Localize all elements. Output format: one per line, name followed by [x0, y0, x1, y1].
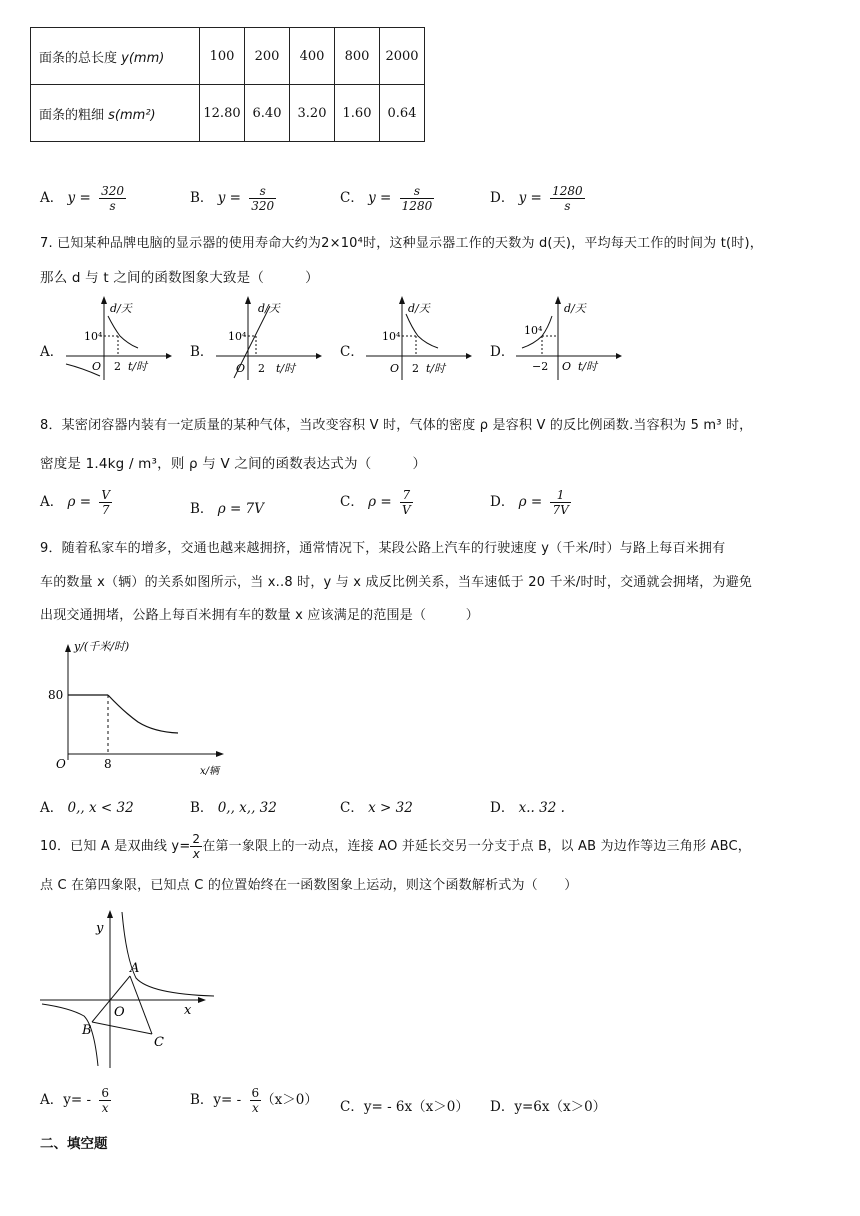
q9-option-c[interactable]: C． x > 32 [340, 800, 413, 816]
q10-option-d[interactable]: D．y=6x（x＞0） [490, 1099, 607, 1115]
graph-x-label: t/时 [276, 362, 296, 375]
point-b-label: B [82, 1023, 92, 1038]
graph-x-tick: 2 [258, 362, 265, 375]
q6-option-c[interactable]: C． y = $\frac{s}{1280}$ [340, 184, 433, 213]
q10-option-c[interactable]: C．y= - 6x（x＞0） [340, 1099, 469, 1115]
section-title: 二、填空题 [40, 1136, 108, 1152]
q8-option-c[interactable]: C． ρ = $\frac{7}{V}$ [340, 488, 411, 517]
row-header: 面条的粗细 s(mm²) [31, 85, 200, 142]
q8-text-line1: 8．某密闭容器内装有一定质量的某种气体，当改变容积 V 时，气体的密度 ρ 是容积 V 的反比例函数.当容积为 5 m³ 时， [40, 418, 753, 433]
q9-graph [40, 636, 230, 780]
graph-y-label: y/(千米/时) [74, 640, 130, 653]
q10-option-b[interactable]: B．y= - $\frac{6}{x}$ （x＞0） [190, 1086, 318, 1115]
q8-text-line2: 密度是 1.4kg / m³，则 ρ 与 V 之间的函数表达式为（ ） [40, 456, 427, 472]
table-cell: 1.60 [335, 85, 380, 142]
graph-origin: O [114, 1005, 125, 1020]
graph-y-tick: 10⁴ [382, 330, 401, 343]
graph-x-tick: 2 [114, 360, 121, 373]
graph-x-label: x/辆 [200, 766, 220, 777]
table-cell: 2000 [380, 28, 425, 85]
graph-origin: O [92, 360, 102, 373]
q7-text-line1: 7. 已知某种品牌电脑的显示器的使用寿命大约为2×10⁴时，这种显示器工作的天数为 d(天)，平均每天工作的时间为 t(时)， [40, 236, 763, 251]
q9-option-d[interactable]: D． x.. 32 . [490, 800, 565, 816]
q6-option-d[interactable]: D． y = $\frac{1280}{s}$ [490, 184, 583, 213]
table-cell: 400 [290, 28, 335, 85]
row-header: 面条的总长度 y(mm) [31, 28, 200, 85]
graph-y-label: d/天 [110, 302, 132, 315]
graph-y-label: d/天 [408, 302, 430, 315]
q9-text-line3: 出现交通拥堵，公路上每百米拥有车的数量 x 应该满足的范围是（ ） [40, 608, 479, 623]
q9-text-line2: 车的数量 x（辆）的关系如图所示，当 x..8 时，y 与 x 成反比例关系，当车速低于 20 千米/时时，交通就会拥堵，为避免 [40, 575, 753, 590]
graph-x-label: x [184, 1003, 192, 1018]
table-cell: 100 [200, 28, 245, 85]
q10-graph [40, 908, 216, 1068]
graph-y-label: d/天 [564, 302, 586, 315]
graph-y-label: d/天 [258, 302, 280, 315]
graph-x-tick-neg: −2 [532, 360, 549, 373]
q7-graph-b[interactable] [212, 296, 322, 380]
graph-y-tick: 10⁴ [84, 330, 103, 343]
q8-option-d[interactable]: D． ρ = $\frac{1}{7V}$ [490, 488, 569, 517]
q9-option-b[interactable]: B． 0,, x,, 32 [190, 800, 277, 816]
q7-option-b-label[interactable]: B． [190, 344, 214, 360]
q10-text-line1: 10．已知 A 是双曲线 y= $\frac{2}{x}$ 在第一象限上的一动点，连接 AO 并延长交另一分支于点 B，以 AB 为边作等边三角形 ABC， [40, 832, 751, 861]
graph-origin: O [236, 362, 246, 375]
q7-option-a-label[interactable]: A． [40, 344, 64, 360]
graph-y-label: y [96, 921, 104, 936]
graph-x-tick: 2 [412, 362, 419, 375]
table-cell: 800 [335, 28, 380, 85]
table-row [31, 85, 425, 142]
q7-graph-d[interactable] [512, 296, 622, 380]
table-cell: 0.64 [380, 85, 425, 142]
point-a-label: A [130, 961, 140, 976]
point-c-label: C [154, 1035, 164, 1050]
q10-text-line2: 点 C 在第四象限，已知点 C 的位置始终在一函数图象上运动，则这个函数解析式为（ ） [40, 878, 578, 893]
q6-option-a[interactable]: A． y = $\frac{320}{s}$ [40, 184, 124, 213]
table-row [31, 28, 425, 85]
graph-origin: O [56, 757, 66, 771]
table-cell: 6.40 [245, 85, 290, 142]
table-cell: 200 [245, 28, 290, 85]
q7-graph-a[interactable] [62, 296, 172, 380]
table-cell: 3.20 [290, 85, 335, 142]
graph-x-tick: 8 [104, 757, 112, 771]
q9-text-line1: 9．随着私家车的增多，交通也越来越拥挤，通常情况下，某段公路上汽车的行驶速度 y（千米/时）与路上每百米拥有 [40, 541, 726, 556]
table-cell: 12.80 [200, 85, 245, 142]
q7-graph-c[interactable] [362, 296, 472, 380]
q8-option-b[interactable]: B． ρ = 7V [190, 501, 264, 517]
graph-x-label: t/时 [578, 360, 598, 373]
graph-origin: O [562, 360, 572, 373]
graph-x-label: t/时 [128, 360, 148, 373]
q7-option-d-label[interactable]: D． [490, 344, 515, 360]
graph-y-tick: 80 [48, 688, 64, 702]
q10-option-a[interactable]: A．y= - $\frac{6}{x}$ [40, 1086, 109, 1115]
graph-y-tick: 10⁴ [524, 324, 543, 337]
q6-option-b[interactable]: B． y = $\frac{s}{320}$ [190, 184, 275, 213]
graph-origin: O [390, 362, 400, 375]
q8-option-a[interactable]: A． ρ = $\frac{V}{7}$ [40, 488, 111, 517]
graph-x-label: t/时 [426, 362, 446, 375]
graph-y-tick: 10⁴ [228, 330, 247, 343]
q7-option-c-label[interactable]: C． [340, 344, 364, 360]
q9-option-a[interactable]: A． 0,, x < 32 [40, 800, 134, 816]
data-table [30, 27, 425, 142]
q7-text-line2: 那么 d 与 t 之间的函数图象大致是（ ） [40, 270, 319, 286]
